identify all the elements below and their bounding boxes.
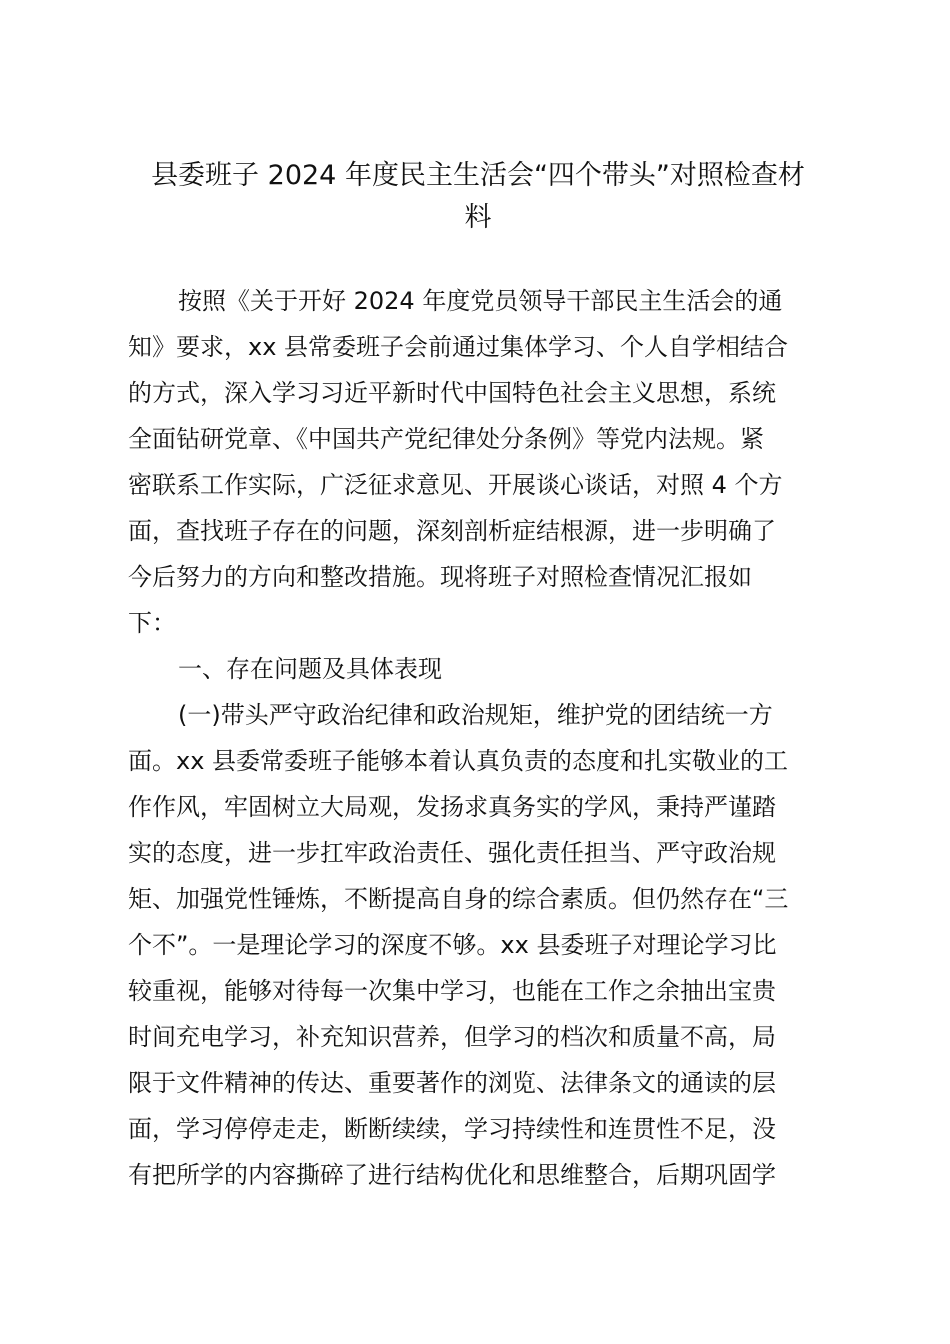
paragraph-section-line: 作作风，牢固树立大局观，发扬求真务实的学风，秉持严谨踏	[128, 793, 776, 821]
title-line-1: 县委班子 2024 年度民主生活会“四个带头”对照检查材	[151, 160, 805, 191]
document-title	[128, 155, 828, 239]
paragraph-section-line: 矩、加强党性锤炼，不断提高自身的综合素质。但仍然存在“三	[128, 885, 789, 913]
paragraph-section-line: 较重视，能够对待每一次集中学习，也能在工作之余抽出宝贵	[128, 977, 776, 1005]
paragraph-section-line: 面，学习停停走走，断断续续，学习持续性和连贯性不足，没	[128, 1115, 776, 1143]
paragraph-section-line: 有把所学的内容撕碎了进行结构优化和思维整合，后期巩固学	[128, 1161, 776, 1189]
paragraph-intro-line: 密联系工作实际，广泛征求意见、开展谈心谈话，对照 4 个方	[128, 471, 783, 499]
paragraph-intro-line: 今后努力的方向和整改措施。现将班子对照检查情况汇报如	[128, 563, 752, 591]
paragraph-intro-line: 知》要求，xx 县常委班子会前通过集体学习、个人自学相结合	[128, 333, 789, 361]
paragraph-intro-line: 全面钻研党章、《中国共产党纪律处分条例》等党内法规。紧	[128, 425, 764, 453]
paragraph-section-line: 面。xx 县委常委班子能够本着认真负责的态度和扎实敬业的工	[128, 747, 789, 775]
paragraph-section-line: 个不”。一是理论学习的深度不够。xx 县委班子对理论学习比	[128, 931, 777, 959]
paragraph-section-line: 限于文件精神的传达、重要著作的浏览、法律条文的通读的层	[128, 1069, 776, 1097]
paragraph-intro-line: 面，查找班子存在的问题，深刻剖析症结根源，进一步明确了	[128, 517, 776, 545]
paragraph-section-line: 实的态度，进一步扛牢政治责任、强化责任担当、严守政治规	[128, 839, 776, 867]
title-line-2: 料	[464, 202, 492, 233]
paragraph-intro-line: 的方式，深入学习习近平新时代中国特色社会主义思想，系统	[128, 379, 776, 407]
document-body	[128, 278, 828, 1198]
paragraph-section-line: (一)带头严守政治纪律和政治规矩，维护党的团结统一方	[178, 701, 773, 729]
paragraph-intro-line: 下：	[128, 609, 176, 637]
paragraph-intro-line: 按照《关于开好 2024 年度党员领导干部民主生活会的通	[178, 287, 783, 315]
paragraph-section-line: 时间充电学习，补充知识营养，但学习的档次和质量不高，局	[128, 1023, 776, 1051]
section-heading: 一、存在问题及具体表现	[178, 655, 442, 683]
